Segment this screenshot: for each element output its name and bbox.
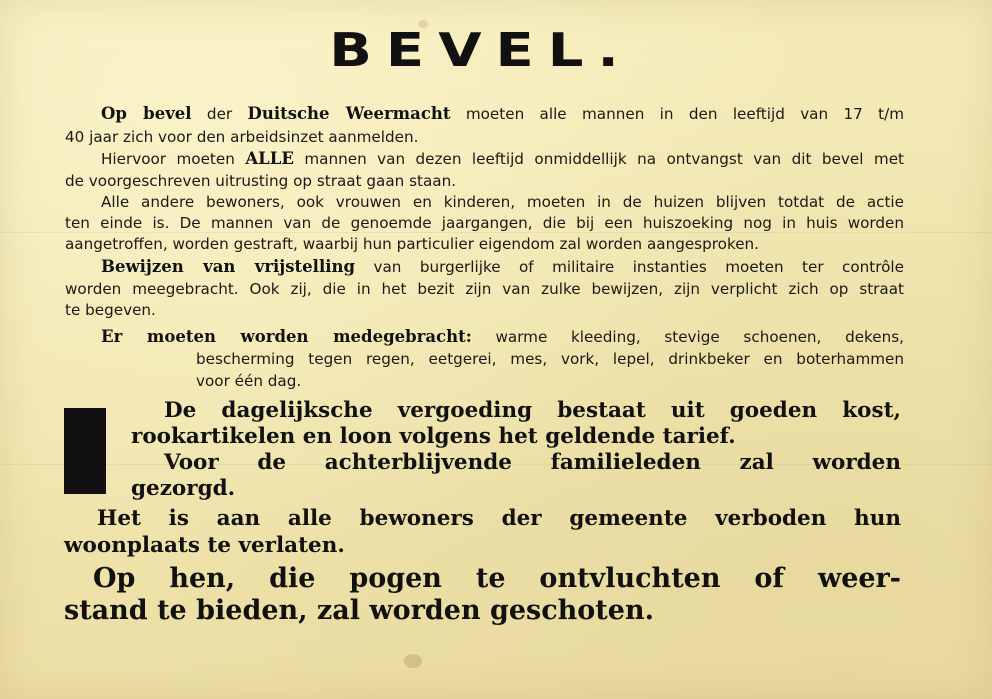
paragraph-3-line-1 xyxy=(101,192,904,213)
paragraph-5-bold: Er moeten worden medegebracht: xyxy=(101,327,472,346)
paper-stain xyxy=(404,654,422,668)
paragraph-4-line-2 xyxy=(65,279,904,300)
block-1-line-2: rookartikelen en loon volgens het geldende tarief. xyxy=(131,424,736,449)
paragraph-1-bold-b: Duitsche Weermacht xyxy=(247,104,451,123)
paragraph-5-line-1 xyxy=(101,326,904,348)
paragraph-2-text-b: mannen van dezen leeftijd onmiddellijk na ontvangst van dit bevel met xyxy=(293,150,904,168)
block-2-line-1-text: Het is aan alle bewoners der gemeente verboden hun xyxy=(97,506,901,531)
paragraph-5-text: warme kleeding, stevige schoenen, dekens, xyxy=(471,328,905,346)
block-2-line-1 xyxy=(97,506,901,532)
paragraph-2-line-1 xyxy=(101,148,904,170)
paragraph-1-text-a: der xyxy=(191,105,248,123)
block-1-line-4: gezorgd. xyxy=(131,476,236,501)
paragraph-2-line-2: de voorgeschreven uitrusting op straat gaan staan. xyxy=(65,172,457,190)
paragraph-5-line-2-text: bescherming tegen regen, eetgerei, mes, vork, lepel, drinkbeker en boterhammen xyxy=(196,350,904,368)
paragraph-3-line-2-text: ten einde is. De mannen van de genoemde jaargangen, die bij een huiszoeking nog in huis worden xyxy=(65,214,904,232)
block-3-line-1 xyxy=(93,563,901,595)
block-1-line-1-text: De dagelijksche vergoeding bestaat uit goeden kost, xyxy=(164,398,901,423)
paragraph-3-line-1-text: Alle andere bewoners, ook vrouwen en kinderen, moeten in de huizen blijven totdat de actie xyxy=(101,193,904,211)
paragraph-5-line-2 xyxy=(196,349,904,370)
block-1-line-3-text: Voor de achterblijvende familieleden zal worden xyxy=(164,450,901,475)
paragraph-4-line-2-text: worden meegebracht. Ook zij, die in het bezit zijn van zulke bewijzen, zijn verplicht zich op straat xyxy=(65,280,904,298)
paragraph-1-line-2: 40 jaar zich voor den arbeidsinzet aanmelden. xyxy=(65,128,419,146)
paragraph-4-line-3: te begeven. xyxy=(65,301,156,319)
black-bar-decoration xyxy=(64,408,106,494)
page-title: BEVEL. xyxy=(329,24,633,78)
paragraph-2-bold: ALLE xyxy=(245,149,294,168)
paragraph-1-line-1 xyxy=(101,103,904,125)
paragraph-2-text-a: Hiervoor moeten xyxy=(101,150,246,168)
paragraph-4-line-1 xyxy=(101,256,904,278)
paragraph-5-line-3: voor één dag. xyxy=(196,372,302,390)
paragraph-4-bold: Bewijzen van vrijstelling xyxy=(101,257,356,276)
paragraph-3-line-3: aangetroffen, worden gestraft, waarbij hun particulier eigendom zal worden aangesproken. xyxy=(65,235,759,253)
paragraph-1-text-b: moeten alle mannen in den leeftijd van 17 t/m xyxy=(450,105,904,123)
block-1-line-1 xyxy=(164,398,901,424)
paragraph-1-bold-a: Op bevel xyxy=(101,104,192,123)
block-1-line-3 xyxy=(164,450,901,476)
paragraph-4-text: van burgerlijke of militaire instanties moeten ter contrôle xyxy=(355,258,904,276)
paragraph-3-line-2 xyxy=(65,213,904,234)
block-2-line-2: woonplaats te verlaten. xyxy=(64,533,345,558)
block-3-line-2: stand te bieden, zal worden geschoten. xyxy=(64,595,654,626)
block-3-line-1-text: Op hen, die pogen te ontvluchten of weer- xyxy=(93,563,901,594)
